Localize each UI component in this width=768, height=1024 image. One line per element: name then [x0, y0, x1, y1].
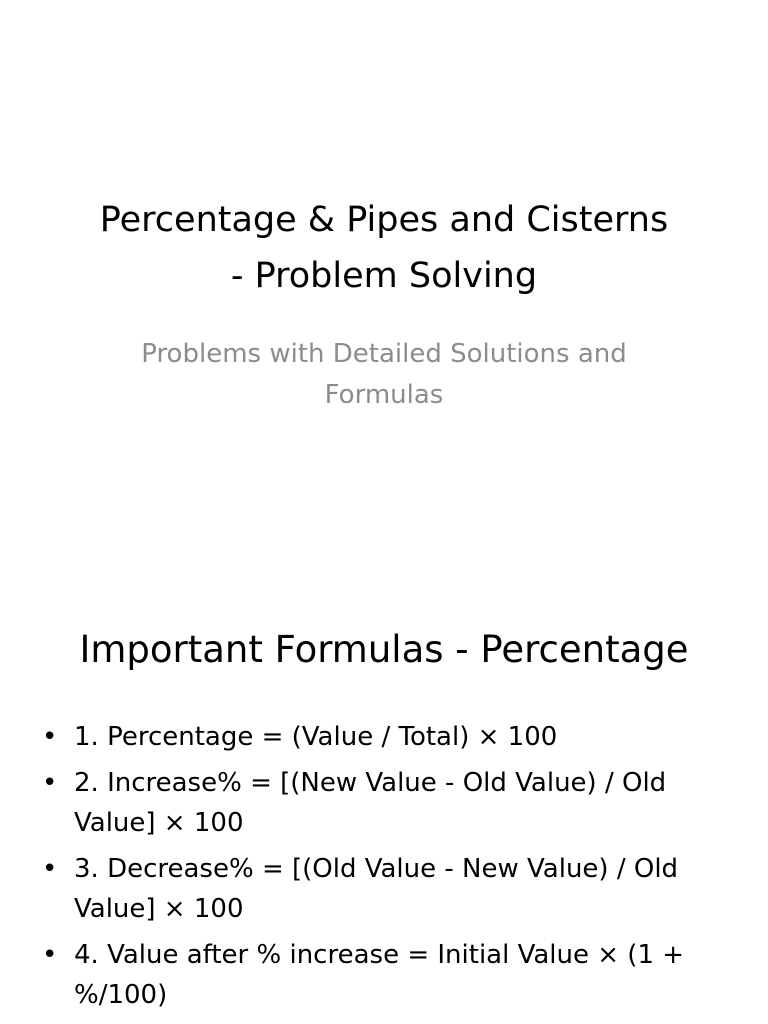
- formula-list: [40, 717, 700, 1021]
- formula-text: 4. Value after % increase = Initial Value × (1 + %/100): [74, 940, 685, 1010]
- slide-subtitle-line-2: Formulas: [324, 380, 444, 410]
- slide-title-line-1: Percentage & Pipes and Cisterns: [99, 200, 669, 240]
- slide-subtitle: [100, 334, 668, 416]
- slide-subtitle-line-1: Problems with Detailed Solutions and: [141, 339, 627, 369]
- formulas-slide: [0, 576, 768, 1024]
- formula-item-2: [40, 763, 700, 843]
- formula-item-1: [40, 717, 700, 757]
- formula-item-4: [40, 935, 700, 1015]
- formula-text: 1. Percentage = (Value / Total) × 100: [74, 722, 558, 752]
- bullet-dot-icon: •: [42, 854, 58, 884]
- formula-item-3: [40, 849, 700, 929]
- bullet-dot-icon: •: [42, 940, 58, 970]
- bullet-dot-icon: •: [42, 768, 58, 798]
- bullet-dot-icon: •: [42, 722, 58, 752]
- formula-text: 3. Decrease% = [(Old Value - New Value) / Old Value] × 100: [74, 854, 679, 924]
- slide-title: [40, 192, 728, 304]
- formulas-title: Important Formulas - Percentage: [79, 628, 689, 671]
- slide-title-line-2: - Problem Solving: [230, 256, 538, 296]
- formula-text: 2. Increase% = [(New Value - Old Value) / Old Value] × 100: [74, 768, 667, 838]
